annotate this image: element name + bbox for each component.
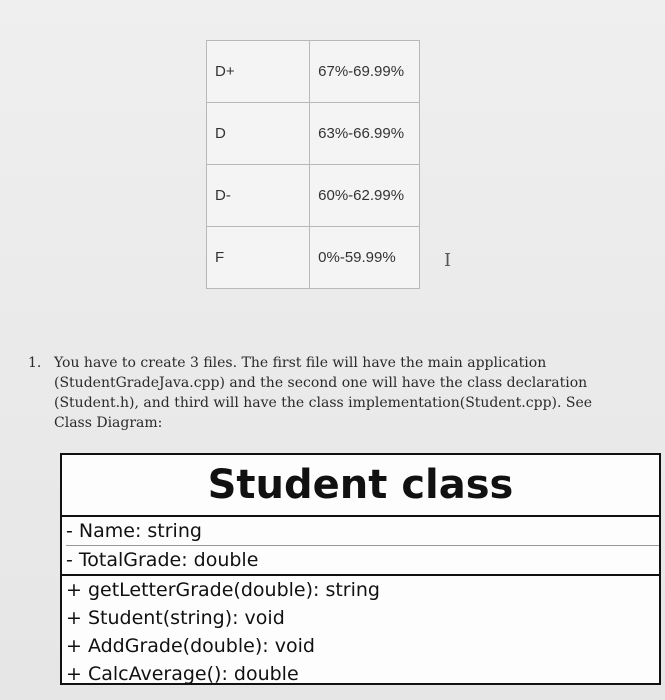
attributes-section bbox=[62, 517, 659, 576]
instruction-item bbox=[28, 353, 628, 433]
percent-range-cell: 67%-69.99% bbox=[310, 41, 420, 103]
table-row bbox=[207, 41, 420, 103]
attribute-row: - TotalGrade: double bbox=[66, 545, 659, 574]
percent-range-cell: 0%-59.99% bbox=[310, 227, 420, 289]
method-row: + AddGrade(double): void bbox=[66, 635, 315, 657]
text-cursor-icon: I bbox=[444, 250, 452, 271]
letter-grade-cell: D+ bbox=[207, 41, 310, 103]
method-row: + Student(string): void bbox=[66, 607, 285, 629]
letter-grade-cell: D bbox=[207, 103, 310, 165]
attribute-row: - Name: string bbox=[66, 520, 202, 542]
grade-table bbox=[206, 40, 420, 289]
instruction-text: You have to create 3 files. The first file will have the main application (StudentGradeJava.cpp) and the second one will have the class declaration (Student.h), and third will have the class implementation(Student.cpp). See Class Diagram: bbox=[54, 355, 593, 431]
methods-section bbox=[62, 576, 659, 688]
letter-grade-cell: F bbox=[207, 227, 310, 289]
method-row: + CalcAverage(): double bbox=[66, 663, 299, 685]
percent-range-cell: 63%-66.99% bbox=[310, 103, 420, 165]
class-diagram bbox=[60, 453, 661, 685]
list-number: 1. bbox=[28, 355, 42, 371]
method-row: + getLetterGrade(double): string bbox=[66, 579, 380, 601]
table-row bbox=[207, 165, 420, 227]
class-name: Student class bbox=[62, 455, 659, 517]
table-row bbox=[207, 227, 420, 289]
table-row bbox=[207, 103, 420, 165]
percent-range-cell: 60%-62.99% bbox=[310, 165, 420, 227]
letter-grade-cell: D- bbox=[207, 165, 310, 227]
